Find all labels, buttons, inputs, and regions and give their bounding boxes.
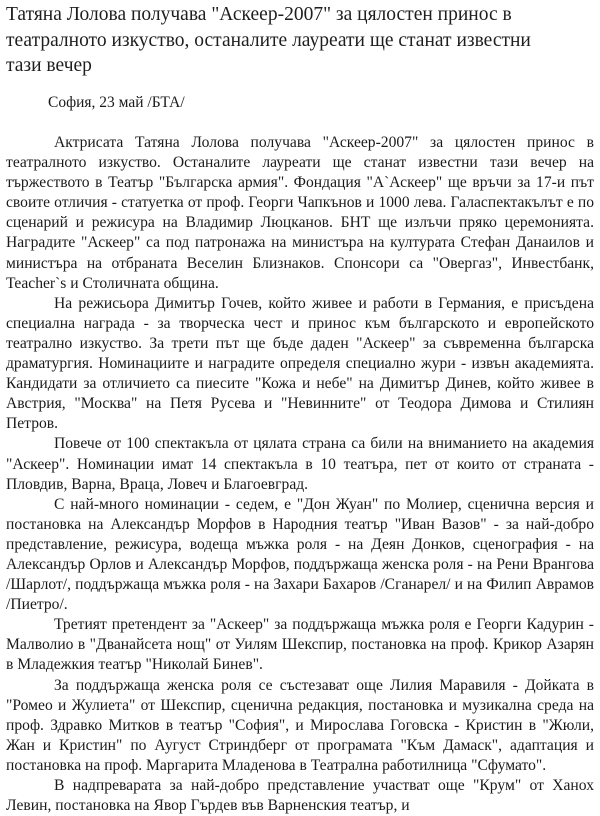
article-headline: Татяна Лолова получава "Аскеер-2007" за цялостен принос в театралното изкуство, останалите лауреати ще станат известни тази вечер bbox=[6, 4, 531, 76]
paragraph-awards-intro: Актрисата Татяна Лолова получава "Аскеер-2007" за цялостен принос в театралното изкуство. Останалите лауреати ще станат известни тази вечер на тържеството в Театър "Българска армия". Фондация "А`Аскеер" ще връчи за 17-и път своите отличия - статуетка от проф. Георги Чапкънов и 1000 лева. Галаспектакълът е по сценарий и режисура на Владимир Люцканов. БНТ ще излъчи пряко церемонията. Наградите "Аскеер" са под патронажа на министъра на културата Стефан Данаилов и министъра на отбраната Веселин Близнаков. Спонсори са "Овергаз", Инвестбанк, Teacher`s и Столичната община. bbox=[6, 134, 594, 292]
paragraph-nominations-count: Повече от 100 спектакъла от цялата страна са били на вниманието на академия "Аскеер". Номинации имат 14 спектакъла в 10 театъра, пет от които от страната - Пловдив, Варна, Враца, Ловеч и Благоевград. bbox=[6, 435, 594, 493]
paragraph-supporting-male: Третият претендент за "Аскеер" за поддържаща мъжка роля е Георги Кадурин - Малволио в "Дванайсета нощ" от Уилям Шекспир, постановка на проф. Крикор Азарян в Младежкия театър "Николай Бинев". bbox=[6, 616, 594, 674]
paragraph-special-award: На режисьора Димитър Гочев, който живее и работи в Германия, е присъдена специална награда - за творческа чест и принос към българското и европейското театрално изкуство. За трети път ще бъде даден "Аскеер" за съвременна българска драматургия. Номинациите и наградите определя специално жури - извън академията. Кандидати за отличието са пиесите "Кожа и небе" на Димитър Динев, който живее в Австрия, "Москва" на Петя Русева и "Невинните" от Теодора Димова и Стилиян Петров. bbox=[6, 294, 594, 433]
document-page bbox=[6, 0, 594, 815]
article-dateline: София, 23 май /БТА/ bbox=[48, 94, 185, 111]
paragraph-best-production: В надпреварата за най-добро представление участват още "Крум" от Ханох Левин, постановка на Явор Гърдев във Варненския театър, и bbox=[6, 777, 594, 815]
paragraph-don-juan: С най-много номинации - седем, е "Дон Жуан" по Молиер, сценична версия и постановка на Александър Морфов в Народния театър "Иван Вазов" - за най-добро представление, режисура, водеща мъжка роля - на Деян Донков, сценография - на Александър Орлов и Александър Морфов, поддържаща женска роля - на Рени Врангова /Шарлот/, поддържаща мъжка роля - на Захари Бахаров /Сганарел/ и на Филип Аврамов /Пиетро/. bbox=[6, 495, 594, 614]
paragraph-supporting-female: За поддържаща женска роля се състезават още Лилия Маравиля - Дойката в "Ромео и Жулиета" от Шекспир, сценична редакция, постановка и музикална среда на проф. Здравко Митков в театър "София", и Мирослава Гоговска - Кристин в "Жюли, Жан и Кристин" по Аугуст Стриндберг от програмата "Към Дамаск", адаптация и постановка на проф. Маргарита Младенова в Театрална работилница "Сфумато". bbox=[6, 676, 594, 774]
article-body bbox=[6, 133, 594, 816]
